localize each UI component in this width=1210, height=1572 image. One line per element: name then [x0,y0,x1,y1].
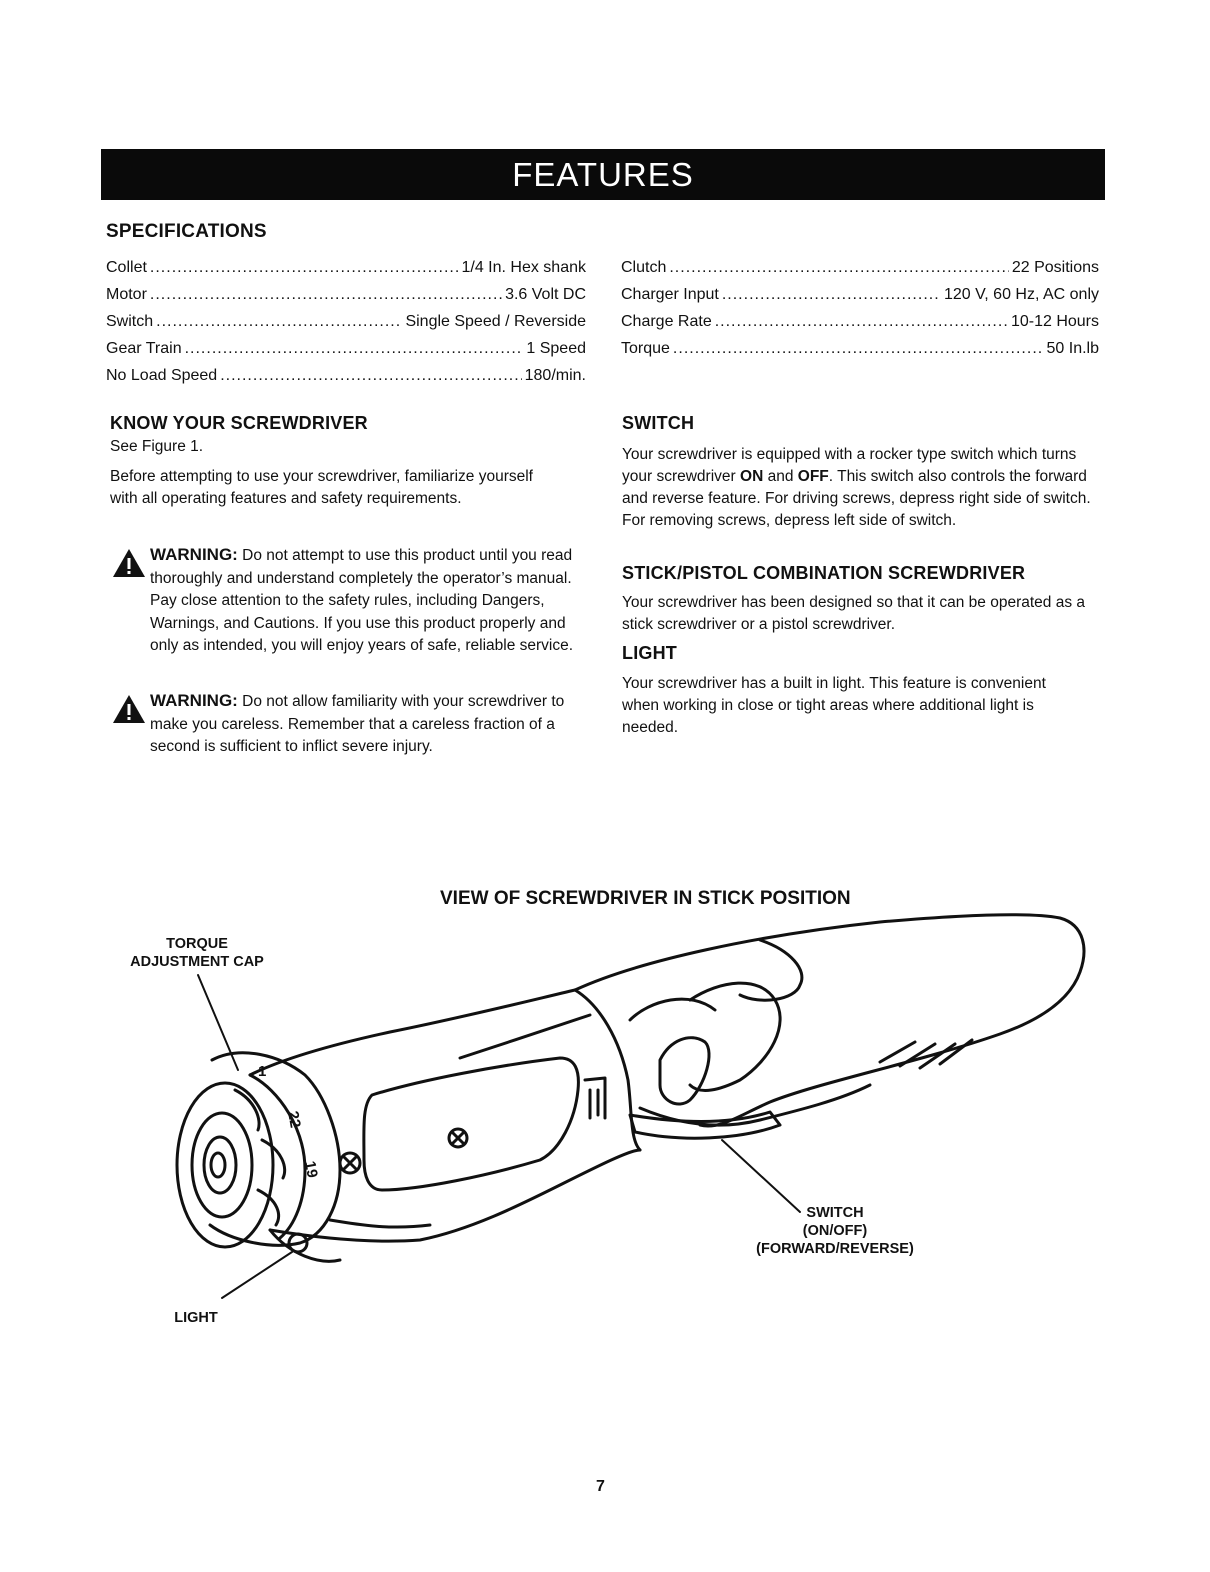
know-intro: Before attempting to use your screwdriver, familiarize yourself with all operating features and safety requirements. [110,468,533,507]
callout-text: (ON/OFF) [802,1223,868,1239]
spec-label: Charge Rate [621,313,712,330]
page-number: 7 [596,1478,605,1495]
banner-title: FEATURES [512,156,694,193]
know-heading: KNOW YOUR SCREWDRIVER [110,413,368,433]
spec-value: 3.6 Volt DC [505,286,586,303]
figure-title: VIEW OF SCREWDRIVER IN STICK POSITION [440,888,851,909]
switch-on-keyword: ON [740,468,764,485]
dial-mark: 1 [258,1063,267,1080]
spec-label: Clutch [621,259,667,276]
callout-text: ADJUSTMENT CAP [130,954,264,970]
switch-off-keyword: OFF [797,468,829,485]
warning-label: WARNING: [150,691,238,710]
spec-label: Motor [106,286,147,303]
spec-value: 22 Positions [1011,259,1099,276]
switch-callout [740,1204,930,1258]
callout-text: SWITCH [806,1205,864,1221]
spec-value: 1 Speed [526,340,586,357]
see-figure-note: See Figure 1. [110,438,204,455]
dial-mark: 22 [284,1109,304,1130]
spec-value: 120 V, 60 Hz, AC only [943,286,1099,303]
spec-label: Gear Train [106,340,182,357]
spec-label: Switch [106,313,154,330]
torque-callout [112,935,282,971]
light-callout: LIGHT [174,1310,218,1326]
spec-value: 180/min. [524,367,586,384]
warning-text: Do not allow familiarity with your screwdriver to make you careless. Remember that a careless fraction of a second is sufficient to inflict severe injury. [150,693,565,755]
switch-text-part: . This switch also controls the forward and reverse feature. For driving screws, depress right side of switch. For removing screws, depress left side of switch. [622,468,1091,529]
spec-value: 50 In.lb [1046,340,1099,357]
spec-label: Charger Input [621,286,719,303]
spec-value: 10-12 Hours [1010,313,1099,330]
spec-label: Torque [621,340,670,357]
spec-value: Single Speed / Reverside [405,313,586,330]
spec-label: No Load Speed [106,367,218,384]
switch-text-part: Your screwdriver is equipped with a rocker type switch which turns your screwdriver [622,446,1077,485]
dial-mark: 19 [301,1159,321,1180]
warning-text: Do not attempt to use this product until you read thoroughly and understand completely the operator’s manual. Pay close attention to the safety rules, including Dangers, Warnings, and Cautions. If you use this product properly and only as intended, you will enjoy years of safe, reliable service. [150,547,574,654]
light-heading: LIGHT [622,643,677,663]
switch-heading: SWITCH [622,413,695,433]
stick-pistol-text: Your screwdriver has been designed so that it can be operated as a stick screwdriver or a pistol screwdriver. [622,594,1086,633]
spec-value: 1/4 In. Hex shank [461,259,586,276]
stick-pistol-heading: STICK/PISTOL COMBINATION SCREWDRIVER [622,563,1026,583]
light-text: Your screwdriver has a built in light. This feature is convenient when working in close or tight areas where additional light is needed. [622,675,1046,736]
switch-text-part: and [767,468,794,485]
warning-label: WARNING: [150,545,238,564]
callout-text: TORQUE [166,936,228,952]
spec-label: Collet [106,259,147,276]
callout-text: (FORWARD/REVERSE) [756,1241,914,1257]
specifications-heading: SPECIFICATIONS [106,221,267,242]
